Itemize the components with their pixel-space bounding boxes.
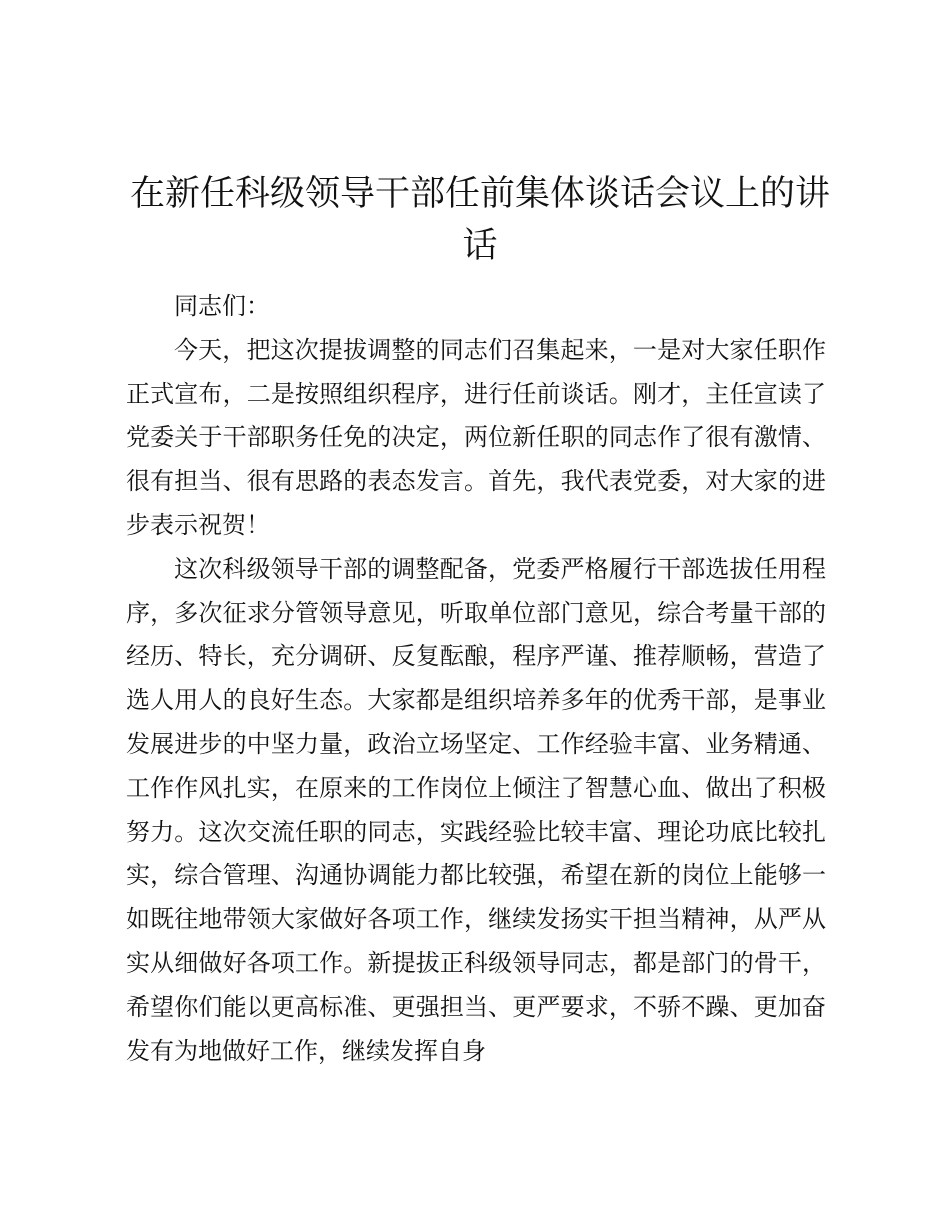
paragraph: 这次科级领导干部的调整配备，党委严格履行干部选拔任用程序，多次征求分管领导意见，听取单位部门意见，综合考量干部的经历、特长，充分调研、反复酝酿，程序严谨、推荐顺畅，营造了选人用人的良好生态。大家都是组织培养多年的优秀干部，是事业发展进步的中坚力量，政治立场坚定、工作经验丰富、业务精通、工作作风扎实，在原来的工作岗位上倾注了智慧心血、做出了积极努力。这次交流任职的同志，实践经验比较丰富、理论功底比较扎实，综合管理、沟通协调能力都比较强，希望在新的岗位上能够一如既往地带领大家做好各项工作，继续发扬实干担当精神，从严从实从细做好各项工作。新提拔正科级领导同志，都是部门的骨干，希望你们能以更高标准、更强担当、更严要求，不骄不躁、更加奋发有为地做好工作，继续发挥自身 [126,554,826,1065]
paragraph: 今天，把这次提拔调整的同志们召集起来，一是对大家任职作正式宣布，二是按照组织程序，进行任前谈话。刚才，主任宣读了党委关于干部职务任免的决定，两位新任职的同志作了很有激情、很有担当、很有思路的表态发言。首先，我代表党委，对大家的进步表示祝贺！ [126,335,826,539]
document-title: 在新任科级领导干部任前集体谈话会议上的讲话 [130,174,831,266]
salutation: 同志们： [174,292,270,320]
document-body [126,285,826,1073]
